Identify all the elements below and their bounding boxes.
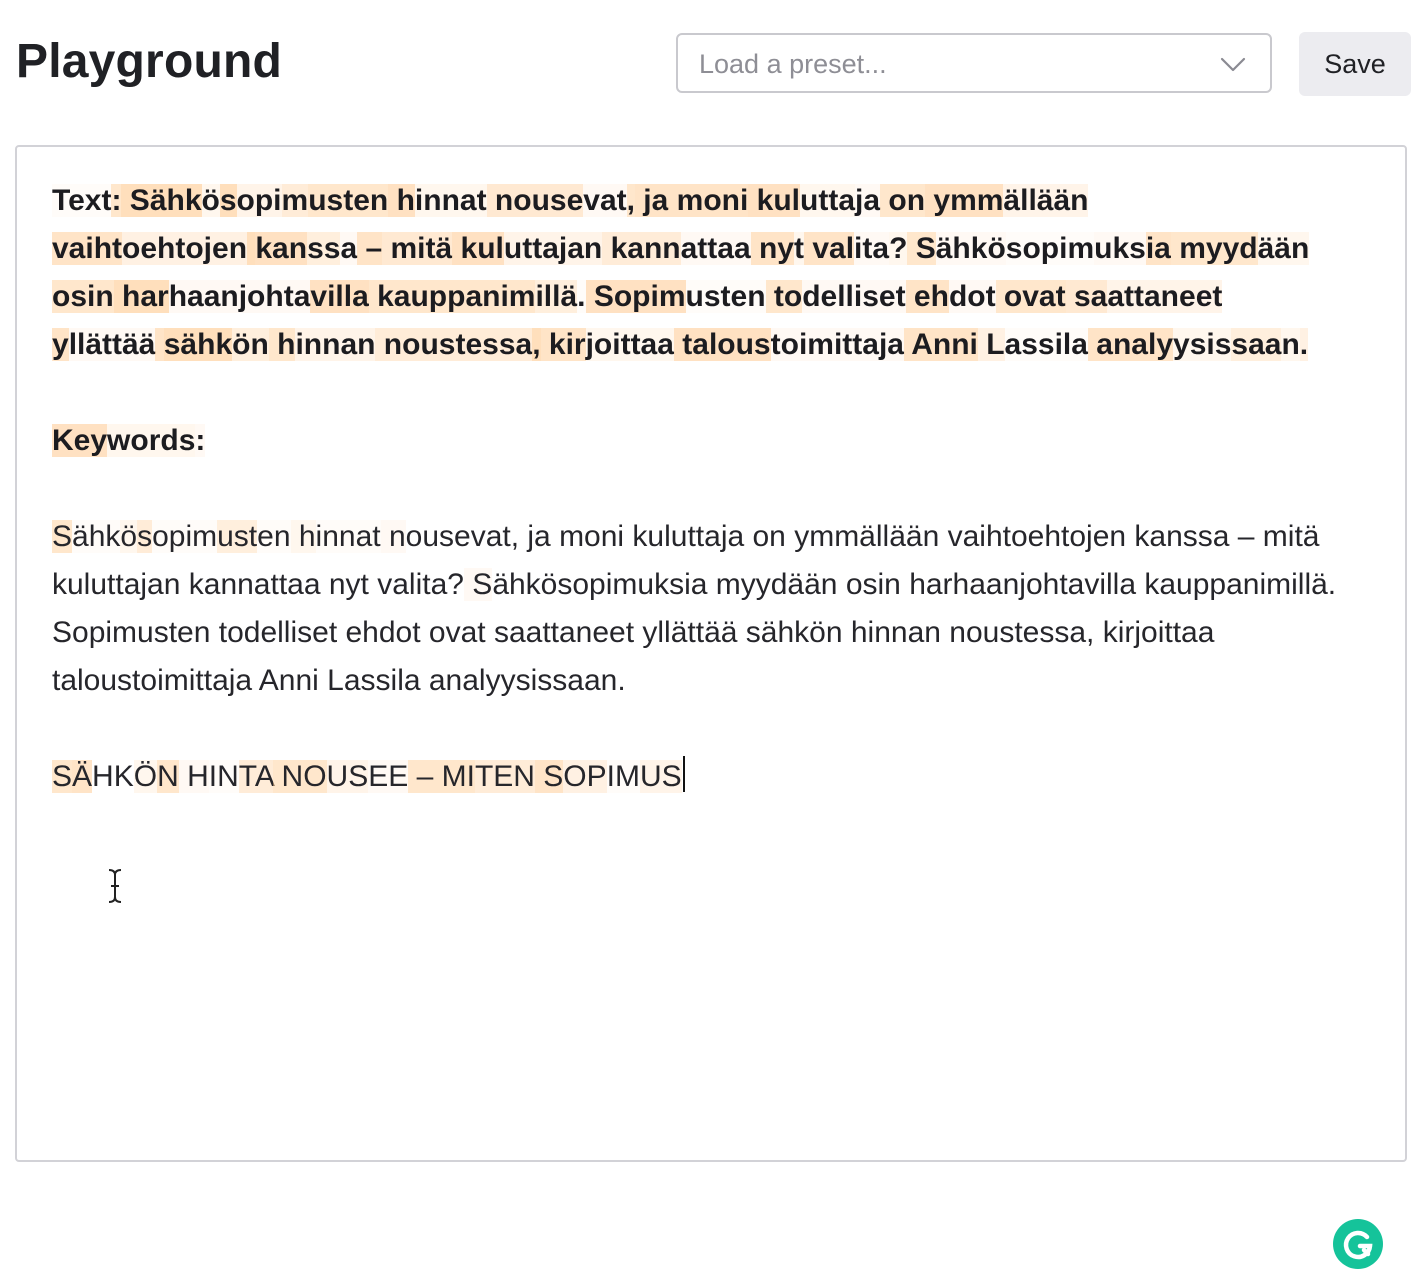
token: EE [368,760,409,793]
token: , [626,184,635,217]
token: s [219,184,237,217]
token: utta [800,184,856,217]
token: ja [855,184,881,217]
token: dot [948,280,996,313]
token: US [326,760,369,793]
token: . [577,280,586,313]
token: Ö [133,760,158,793]
token: N [157,760,179,793]
token: TA [238,760,274,793]
token: ähk [72,520,121,553]
token: S [534,760,564,793]
token: opim [152,520,218,553]
token: nouse [486,184,584,217]
token: ymm [925,184,1004,217]
token: h [268,328,296,361]
editor-paragraph [52,369,1382,417]
token: kul [748,184,801,217]
token: kauppanim [368,280,536,313]
token: talous [673,328,771,361]
token: n [1281,328,1300,361]
token: vat [583,184,627,217]
token: kann [602,232,681,265]
token: haanjohta [168,280,311,313]
text-cursor-icon [104,868,126,904]
token: kan [255,232,308,265]
token: to [765,280,803,313]
token: h [388,184,415,217]
token: ja [634,184,669,217]
token: on [880,184,926,217]
token: Sähk [121,184,202,217]
token: ovat [995,280,1066,313]
token: osin [52,280,114,313]
token: words [107,424,196,457]
token: ss [307,232,341,265]
token: uks [1094,232,1146,265]
token [155,328,163,361]
token: delliset [802,280,906,313]
token: US [639,760,682,793]
token: L [977,328,1005,361]
token: ? [889,232,908,265]
token: noustessa [375,328,533,361]
token: , [532,328,541,361]
token: val [804,232,855,265]
token: analy [1087,328,1174,361]
token: n [380,520,406,553]
token: usten [685,280,766,313]
token: moni [668,184,749,217]
text-caret [683,756,685,792]
token: Key [52,424,108,457]
token: ö [201,184,220,217]
token: kul [452,232,504,265]
token: attaa [680,232,751,265]
token: H [178,760,209,793]
token: innan [295,328,376,361]
token: ita [854,232,890,265]
token: ia [1145,232,1171,265]
load-preset-dropdown[interactable] [676,33,1272,93]
token: joittaa [585,328,674,361]
token: IM [606,760,640,793]
token: ähkösopimuksia myydään osin harhaanjohtavilla kauppanimillä. Sopimusten todelliset ehdot ovat saattaneet yllättää sähkön hinnan noustessa, kirjoittaa taloustoimittaja Anni Lassila analyysissaan. [52,568,1337,697]
token: en [257,520,291,553]
token: a [340,232,358,265]
chevron-down-icon [1218,49,1248,79]
token: llättää [68,328,156,361]
grammarly-icon[interactable] [1333,1219,1383,1269]
token: ähkö [935,232,1006,265]
token: Ä [72,760,93,793]
token: ään [1257,232,1310,265]
token: assila [1004,328,1088,361]
token: . [1299,328,1309,361]
token: Anni [903,328,978,361]
token: h [290,520,316,553]
token: ysis [1173,328,1232,361]
token: sähk [163,328,233,361]
token: t [794,232,804,265]
token: : [195,424,206,457]
token: Sopim [585,280,686,313]
token: oehtojen [122,232,248,265]
save-button[interactable]: Save [1299,32,1411,96]
token: OP [563,760,607,793]
token: s [137,520,153,553]
token [114,280,122,313]
token: HK [92,760,134,793]
token: ö [120,520,138,553]
token: m [281,184,309,217]
token: : [111,184,122,217]
token: villa [310,280,369,313]
token: sopim [1005,232,1095,265]
editor-paragraph [52,465,1382,513]
token: NO [273,760,327,793]
token: S [907,232,936,265]
token: Text [52,184,112,217]
token: S [52,520,73,553]
token: ön [232,328,269,361]
token: toimittaja [770,328,904,361]
token: S [463,568,493,601]
token: attaneet [1107,280,1223,313]
token: uttajan [503,232,603,265]
token: ust [217,520,258,553]
token: vaiht [52,232,123,265]
token: ousevat, ja moni kuluttaja on ymmällään vaihtoehtojen kanssa – mitä kuluttajan kannattaa nyt valita? [52,520,1320,601]
editor-paragraph [52,513,1382,705]
editor-paragraph [52,753,1382,801]
token: saa [1231,328,1282,361]
token: usten [308,184,389,217]
token: IN [208,760,239,793]
token: myyd [1170,232,1258,265]
token: illä [535,280,578,313]
header [0,0,1415,120]
editor-paragraph [52,177,1382,369]
token: kir [540,328,586,361]
token: innat [414,184,487,217]
editor-paragraph [52,417,1382,465]
prompt-editor[interactable] [15,145,1407,1162]
preset-placeholder: Load a preset... [699,49,887,79]
token: – MI [408,760,475,793]
editor-content[interactable] [52,177,1382,801]
token: sa [1065,280,1108,313]
token: – [357,232,383,265]
token: S [52,760,73,793]
page-title: Playground [16,35,283,88]
token: TEN [474,760,535,793]
token: har [122,280,169,313]
token: eh [905,280,949,313]
token: ny [750,232,794,265]
token: mitä [382,232,453,265]
token: ällään [1003,184,1089,217]
token: y [52,328,69,361]
token: innat [315,520,381,553]
editor-paragraph [52,705,1382,753]
token: opi [236,184,282,217]
